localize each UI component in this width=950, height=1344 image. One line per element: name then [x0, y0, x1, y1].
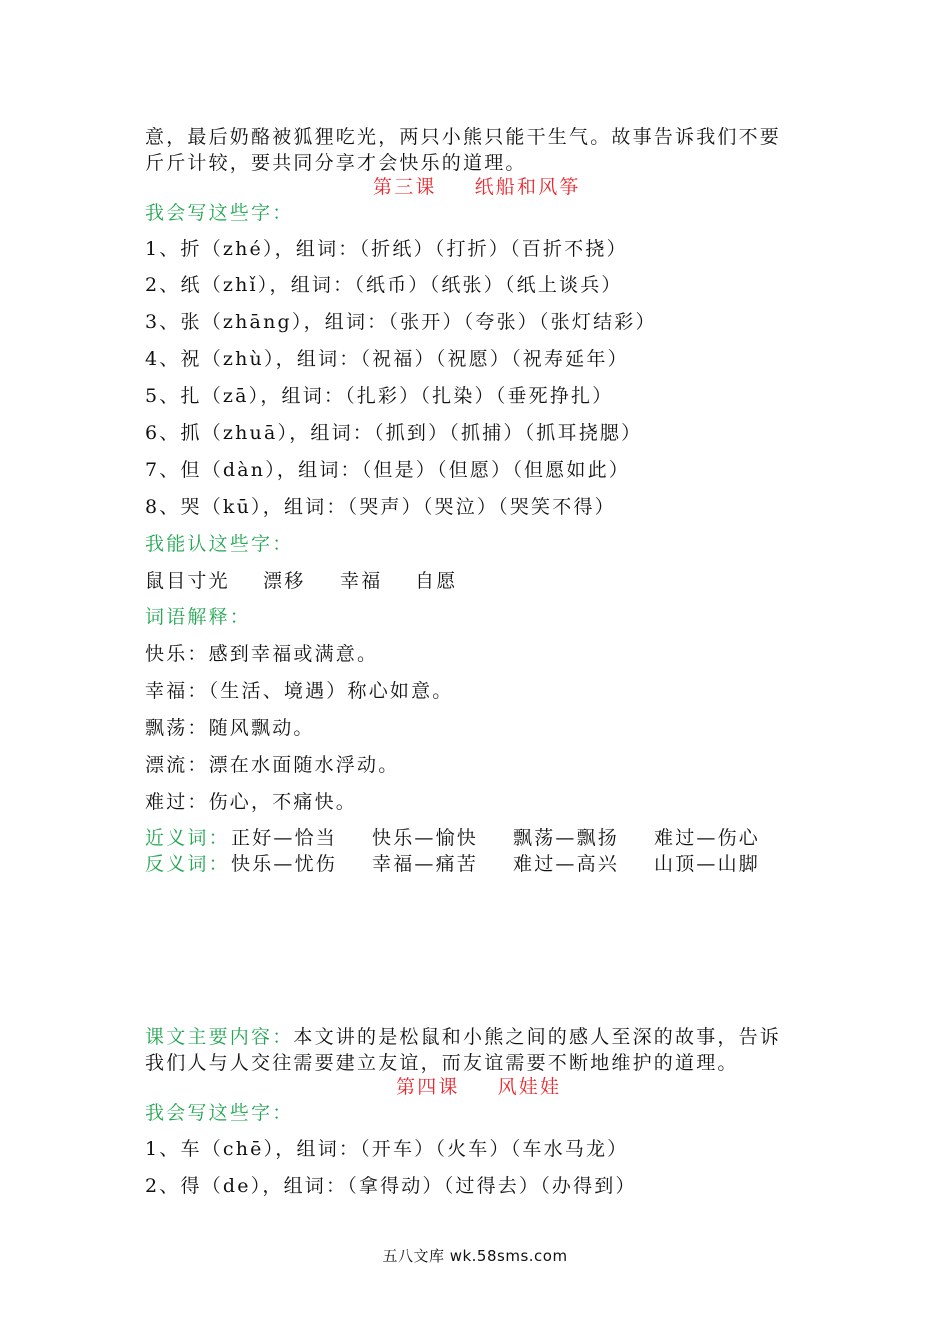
- write-item: 2、纸（zhǐ），组词：（纸币）（纸张）（纸上谈兵）: [145, 274, 623, 296]
- explanation: 漂流：漂在水面随水浮动。: [145, 754, 400, 776]
- antonym-pair: 山顶—山脚: [654, 853, 761, 875]
- footer-watermark: 五八文库 wk.58sms.com: [382, 1247, 568, 1265]
- read-word: 鼠目寸光: [145, 570, 230, 592]
- main-content-line-2: 我们人与人交往需要建立友谊，而友谊需要不断地维护的道理。: [145, 1052, 739, 1074]
- read-word: 自愿: [415, 570, 458, 592]
- lesson3-read-heading: 我能认这些字：: [145, 533, 294, 555]
- explanation: 难过：伤心，不痛快。: [145, 791, 358, 813]
- synonym-pair: 正好—恰当: [231, 827, 338, 849]
- synonym-pair: 快乐—愉快: [372, 827, 479, 849]
- lesson4-title: [396, 1074, 561, 1100]
- read-word: 漂移: [263, 570, 306, 592]
- explanation: 飘荡：随风飘动。: [145, 717, 315, 739]
- write-item: 7、但（dàn），组词：（但是）（但愿）（但愿如此）: [145, 459, 631, 481]
- main-content-text-1: 本文讲的是松鼠和小熊之间的感人至深的故事，告诉: [293, 1026, 782, 1048]
- lesson3-number: 第三课: [373, 176, 437, 198]
- antonyms-row: [145, 851, 760, 877]
- synonym-pair: 难过—伤心: [654, 827, 761, 849]
- intro-line-1: 意，最后奶酪被狐狸吃光，两只小熊只能干生气。故事告诉我们不要: [145, 126, 782, 148]
- lesson3-name: 纸船和风筝: [474, 176, 581, 198]
- lesson4-number: 第四课: [396, 1076, 460, 1098]
- main-content-line-1: [145, 1024, 781, 1050]
- write-item: 6、抓（zhuā），组词：（抓到）（抓捕）（抓耳挠腮）: [145, 422, 643, 444]
- write-item: 3、张（zhāng），组词：（张开）（夸张）（张灯结彩）: [145, 311, 657, 333]
- synonyms-row: [145, 825, 760, 851]
- antonym-label: 反义词：: [145, 853, 230, 875]
- antonym-pair: 快乐—忧伤: [231, 853, 338, 875]
- lesson3-write-heading: 我会写这些字：: [145, 202, 294, 224]
- write-item: 4、祝（zhù），组词：（祝福）（祝愿）（祝寿延年）: [145, 348, 629, 370]
- write-item: 8、哭（kū），组词：（哭声）（哭泣）（哭笑不得）: [145, 496, 616, 518]
- write-item: 5、扎（zā），组词：（扎彩）（扎染）（垂死挣扎）: [145, 385, 614, 407]
- write-item: 2、得（de），组词：（拿得动）（过得去）（办得到）: [145, 1175, 637, 1197]
- explanation: 快乐：感到幸福或满意。: [145, 643, 379, 665]
- antonym-pair: 难过—高兴: [513, 853, 620, 875]
- antonym-pair: 幸福—痛苦: [372, 853, 479, 875]
- write-item: 1、车（chē），组词：（开车）（火车）（车水马龙）: [145, 1138, 629, 1160]
- lesson3-title: [373, 174, 581, 200]
- synonym-pair: 飘荡—飘扬: [513, 827, 620, 849]
- explanation: 幸福：（生活、境遇）称心如意。: [145, 680, 454, 702]
- read-words-row: [145, 568, 457, 594]
- synonym-label: 近义词：: [145, 827, 230, 849]
- main-content-label: 课文主要内容：: [145, 1026, 294, 1048]
- lesson4-write-heading: 我会写这些字：: [145, 1102, 294, 1124]
- lesson4-name: 风娃娃: [497, 1076, 562, 1098]
- intro-line-2: 斤斤计较，要共同分享才会快乐的道理。: [145, 152, 527, 174]
- lesson3-explain-heading: 词语解释：: [145, 606, 252, 628]
- write-item: 1、折（zhé），组词：（折纸）（打折）（百折不挠）: [145, 238, 628, 260]
- read-word: 幸福: [340, 570, 383, 592]
